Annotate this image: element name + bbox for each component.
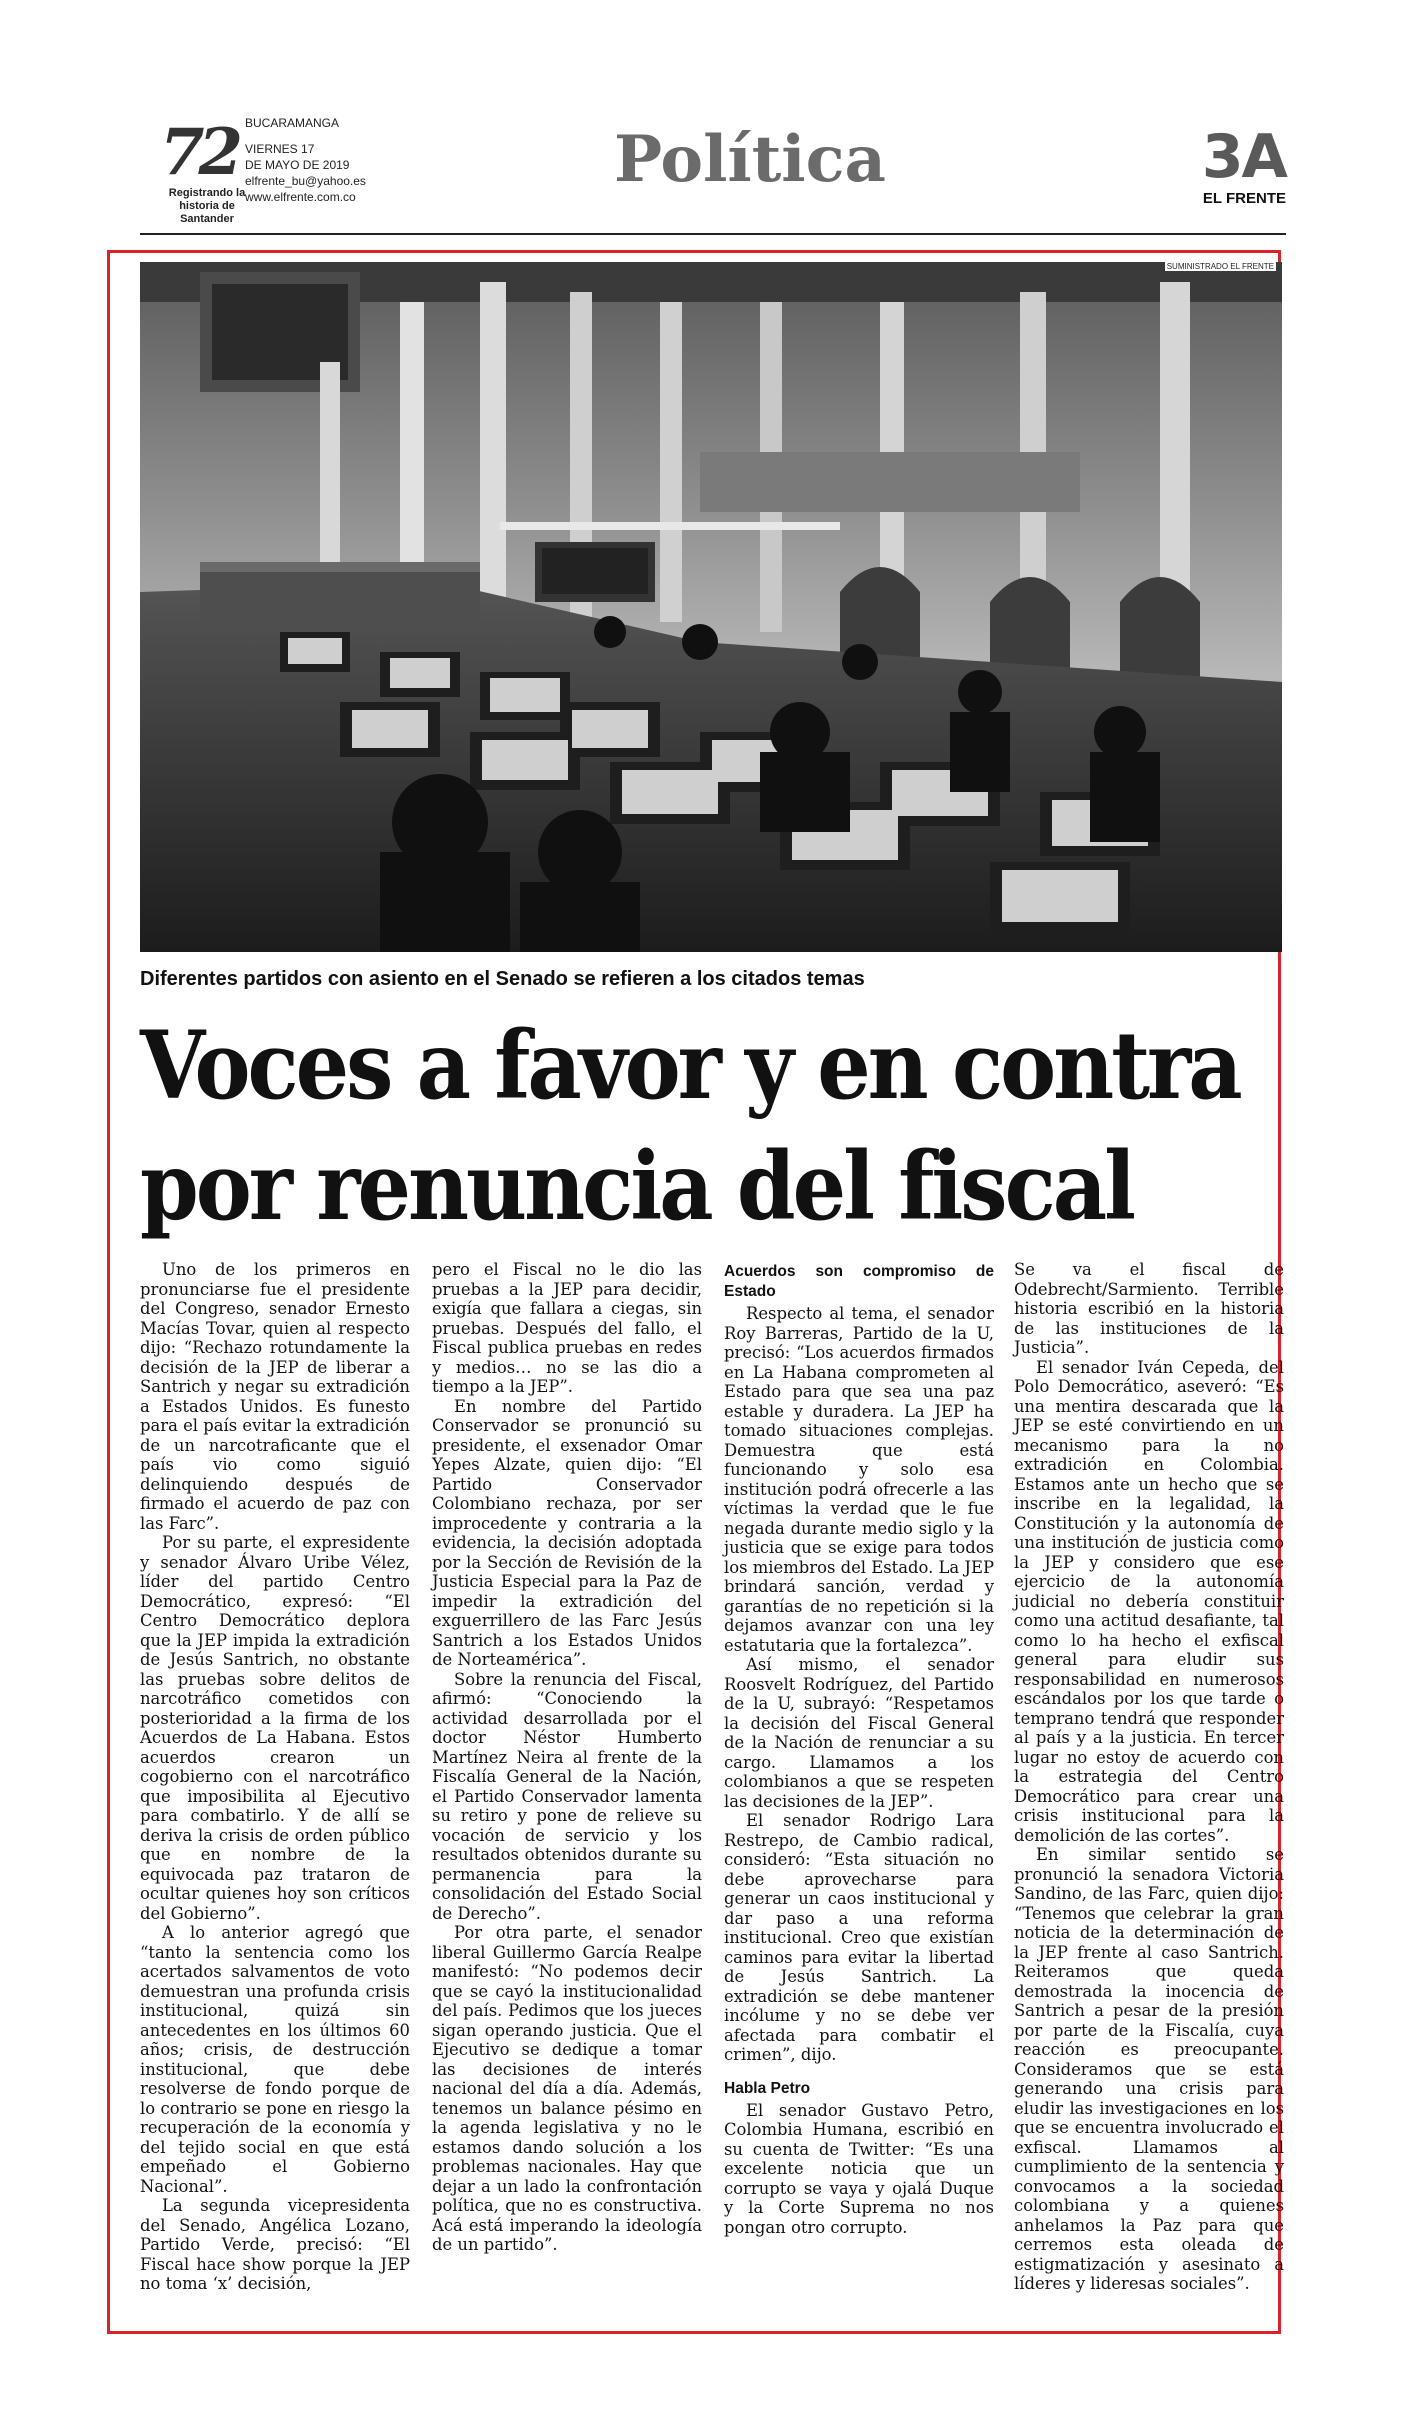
paragraph: Por su parte, el expresidente y senador Álvaro Uribe Vélez, líder del partido Centro Democrático, expresó: “El Centro Democrático deplora que la JEP impida la extradición de Jesús Santrich, no obstante las pruebas sobre delitos de narcotráfico cometidos con posterioridad a la firma de los Acuerdos de La Habana. Estos acuerdos crearon un cogobierno con el narcotráfico que imposibilita al Ejecutivo para combatirlo. Y de allí se deriva la crisis de orden público que en nombre de la equivocada paz trataron de ocultar quienes hoy son críticos del Gobierno”. [140,1533,410,1923]
paragraph: Uno de los primeros en pronunciarse fue el presidente del Congreso, senador Ernesto Macías Tovar, quien al respecto dijo: “Rechazo rotundamente la decisión de la JEP de liberar a Santrich y negar su extradición a Estados Unidos. Es funesto para el país evitar la extradición de un narcotraficante que el país vio como siguió delinquiendo después de firmado el acuerdo de paz con las Farc”. [140,1260,410,1533]
city: BUCARAMANGA [245,116,340,130]
page-header [140,105,1286,235]
article-headline [140,1005,1280,1247]
paragraph: En similar sentido se pronunció la senadora Victoria Sandino, de las Farc, quien dijo: “Tenemos que celebrar la gran noticia de la determinación de la JEP frente al caso Santrich. Reiteramos que queda demostrada la inocencia de Santrich a pesar de la presión por parte de la Fiscalía, cuya reacción es preocupante. Consideramos que se está generando una crisis para eludir las investigaciones en los que se encuentra involucrado el exfiscal. Llamamos al cumplimiento de la sentencia y convocamos a la sociedad colombiana y a quienes anhelamos la Paz para que cerremos esta oleada de estigmatización y asesinato a líderes y lideresas sociales”. [1014,1845,1284,2293]
page-number: 3A [1201,122,1286,192]
headline-line-2: por renuncia del fiscal [140,1130,1134,1242]
senate-photo [140,262,1282,952]
paragraph: Se va el fiscal de Odebrecht/Sarmiento. Terrible historia escribió en la historia de las instituciones de la Justicia”. [1014,1260,1284,1357]
website-link: www.elfrente.com.co [245,190,356,204]
article-column-2 [432,1260,702,2255]
logo-mark: 72 [160,115,238,190]
edition-info [245,115,465,205]
headline-line-1: Voces a favor y en contra [140,1009,1240,1121]
paragraph: La segunda vicepresidenta del Senado, Angélica Lozano, Partido Verde, precisó: “El Fiscal hace show porque la JEP no toma ‘x’ decisión, [140,2196,410,2293]
issue-day: VIERNES 17 [245,142,315,156]
photo-credit: SUMINISTRADO EL FRENTE [1166,262,1274,271]
paragraph: Así mismo, el senador Roosvelt Rodríguez, del Partido de la U, subrayó: “Respetamos la decisión del Fiscal General de la Nación de renunciar a su cargo. Llamamos a los colombianos a que se respeten las decisiones de la JEP”. [724,1655,994,1811]
section-title: Política [613,122,887,197]
paragraph: pero el Fiscal no le dio las pruebas a la JEP para decidir, exigía que fallara a ciegas, sin pruebas. Después del fallo, el Fiscal publica pruebas en redes y medios… no se las dio a tiempo a la JEP”. [432,1260,702,1396]
paper-name: EL FRENTE [1202,190,1286,207]
paragraph: El senador Gustavo Petro, Colombia Humana, escribió en su cuenta de Twitter: “Es una excelente noticia que un corrupto se vaya y ojalá Duque y la Corte Suprema no nos pongan otro corrupto. [724,2100,994,2237]
article-column-1 [140,1260,410,2294]
paragraph: Sobre la renuncia del Fiscal, afirmó: “Conociendo la actividad desarrollada por el doctor Néstor Humberto Martínez Neira al frente de la Fiscalía General de la Nación, el Partido Conservador lamenta su retiro y pone de relieve su vocación de servicio y los resultados obtenidos durante su permanencia para la consolidación del Estado Social de Derecho”. [432,1669,702,1923]
logo-tagline: Registrando la historia de Santander [168,187,246,225]
paragraph: Respecto al tema, el senador Roy Barreras, Partido de la U, precisó: “Los acuerdos firmados en La Habana comprometen al Estado para que sea una paz estable y duradera. La JEP ha tomado situaciones complejas. Demuestra que está funcionando y solo esa institución podrá ofrecerle a las víctimas la verdad que le fue negada durante medio siglo y la justicia que se exige para todos los miembros del Estado. La JEP brindará sanción, verdad y garantías de no repetición si la dejamos avanzar con una ley estatutaria que la fortalezca”. [724,1304,994,1655]
article-column-3 [724,1260,994,2237]
paragraph: Por otra parte, el senador liberal Guillermo García Realpe manifestó: “No podemos decir que se cayó la institucionalidad del país. Pedimos que los jueces sigan operando justicia. Que el Ejecutivo se dedique a tomar las decisiones de interés nacional del día a día. Además, tenemos un balance pésimo en la agenda legislativa y no le estamos dando solución a los problemas nacionales. Hay que dejar a un lado la confrontación política, que no es constructiva. Acá está imperando la ideología de un partido”. [432,1923,702,2254]
article-column-4 [1014,1260,1284,2294]
paragraph: En nombre del Partido Conservador se pronunció su presidente, el exsenador Omar Yepes Alzate, quien dijo: “El Partido Conservador Colombiano rechaza, por ser improcedente y contraria a la evidencia, la decisión adoptada por la Sección de Revisión de la Justicia Especial para la Paz de impedir la extradición del exguerrillero de las Farc Jesús Santrich a los Estados Unidos de Norteamérica”. [432,1396,702,1669]
subheading: Habla Petro [724,2079,811,2097]
paragraph: El senador Rodrigo Lara Restrepo, de Cambio radical, consideró: “Esta situación no debe aprovecharse para generar un caos institucional y dar paso a una reforma institucional. Creo que existían caminos para evitar la libertad de Jesús Santrich. La extradición se debe mantener incólume y no se debe ver afectada para combatir el crimen”, dijo. [724,1811,994,2064]
contact-email: elfrente_bu@yahoo.es [245,174,366,188]
paragraph: A lo anterior agregó que “tanto la sentencia como los acertados salvamentos de voto demuestran una profunda crisis institucional, quizá sin antecedentes en los últimos 60 años; crisis, de destrucción institucional, que debe resolverse de fondo porque de lo contrario se pone en riesgo la recuperación de la economía y del tejido social en que está empeñado el Gobierno Nacional”. [140,1923,410,2196]
senate-chamber-image [140,262,1282,952]
photo-caption: Diferentes partidos con asiento en el Senado se refieren a los citados temas [140,968,865,990]
paragraph: El senador Iván Cepeda, del Polo Democrático, aseveró: “Es una mentira descarada que la JEP se esté convirtiendo en un mecanismo para la no extradición en Colombia. Estamos ante un hecho que se inscribe en la legalidad, la Constitución y la autonomía de una institución de justicia como la JEP y considero que ese ejercicio de la autonomía judicial no debería constituir como una actitud desafiante, tal como lo ha hecho el exfiscal general para eludir sus responsabilidad en numerosos escándalos por los que tarde o temprano tendrá que responder al país y a la justicia. En tercer lugar no estoy de acuerdo con la estrategia del Centro Democrático para crear una crisis institucional para la demolición de las cortes”. [1014,1357,1284,1845]
issue-date: DE MAYO DE 2019 [245,158,350,172]
subheading: Acuerdos son compromiso de Estado [724,1263,994,1300]
header-divider [140,233,1286,235]
